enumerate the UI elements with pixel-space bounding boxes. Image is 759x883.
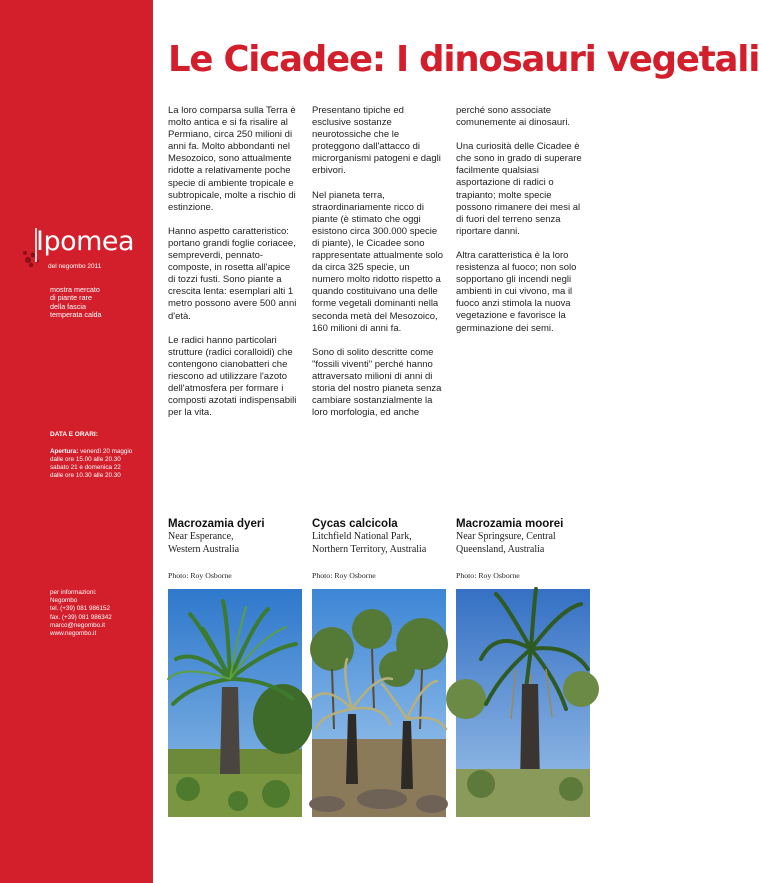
plant-name: Macrozamia moorei	[456, 518, 564, 530]
contact-email[interactable]: marco@negombo.it	[50, 621, 106, 629]
cycas-calcicola-photo	[312, 589, 446, 817]
paragraph: perché sono associate comunemente ai dinosauri.	[456, 105, 571, 129]
sidebar	[0, 0, 153, 883]
plant-name: Macrozamia dyeri	[168, 518, 265, 530]
hours-line-1: dalle ore 15.00 alle 20.30	[50, 456, 121, 463]
contact-info	[50, 589, 112, 638]
plant-location: Litchfield National Park,	[312, 531, 412, 542]
hours-line-2: sabato 21 e domenica 22	[50, 464, 121, 471]
dates-heading: DATA E ORARI:	[50, 431, 98, 438]
macrozamia-dyeri-photo	[168, 589, 302, 817]
paragraph: Sono di solito descritte come "fossili viventi" perché hanno attraversato milioni di anni di storia del nostro pianeta senza cambiare sostanzialmente la loro morfologia, ed anche	[312, 346, 442, 419]
paragraph: La loro comparsa sulla Terra è molto antica e si fa risalire al Permiano, circa 250 milioni di anni fa. Molto abbondanti nel Mesozoico, sono attualmente ridotte a relativamente poche specie di ambiente tropicale e subtropicale, molte a rischio di estinzione.	[168, 105, 296, 213]
paragraph: Hanno aspetto caratteristico: portano grandi foglie coriacee, sempreverdi, pennato-composte, in rosetta all'apice di tozzi fusti. Sono piante a crescita lenta: esemplari alti 1 metro possono avere 500 anni d'età.	[168, 225, 297, 322]
paragraph: Presentano tipiche ed esclusive sostanze neurotossiche che le proteggono dall'attacco di microrganismi patogeni e dagli erbivori.	[312, 105, 441, 177]
opening-line	[50, 448, 132, 456]
plant-caption-cycas-calcicola	[312, 517, 448, 580]
contact-fax: fax. (+39) 081 986342	[50, 613, 112, 621]
logo-wordmark: Ipomea	[36, 226, 135, 257]
paragraph: Una curiosità delle Cicadee è che sono in grado di superare facilmente qualsiasi asportazione di radici o trapianto; molte specie possono rimanere dei mesi al di fuori del terreno senza riportare danni.	[456, 141, 582, 237]
plant-location: Near Esperance,	[168, 531, 234, 542]
photo-credit: Photo: Roy Osborne	[456, 571, 520, 580]
plant-caption-macrozamia-moorei	[456, 517, 592, 580]
text-column-3	[456, 105, 588, 347]
opening-hours	[50, 448, 132, 480]
page-title: Le Cicadee: I dinosauri vegetali	[168, 39, 759, 80]
paragraph: Altra caratteristica è la loro resistenza al fuoco; non solo sopportano gli incendi negli ambienti in cui vivono, ma il fuoco anzi stimola la nuova vegetazione e favorisce la germinazione dei semi.	[456, 249, 577, 334]
photo-credit: Photo: Roy Osborne	[312, 571, 376, 580]
contact-org: Negombo	[50, 597, 78, 605]
photo-credit: Photo: Roy Osborne	[168, 571, 232, 580]
opening-date: venerdì 20 maggio	[78, 448, 133, 455]
paragraph: Nel pianeta terra, straordinariamente ricco di piante (è stimato che oggi esistono circa 300.000 specie di piante), le Cicadee sono rappresentate attualmente solo da circa 325 specie, un numero molto ridotto rispetto a quando costituivano una delle forme vegetali dominanti nella seconda metà del Mesozoico, 160 milioni di anni fa.	[312, 189, 443, 334]
plant-location: Northern Territory, Australia	[312, 543, 427, 555]
macrozamia-moorei-photo	[456, 589, 590, 817]
tagline: mostra mercato di piante rare della fascia temperata calda	[50, 285, 102, 320]
logo-subtitle: del negombo 2011	[48, 263, 102, 270]
plant-location: Near Springsure, Central	[456, 531, 556, 542]
ipomea-logo	[22, 222, 147, 292]
contact-phone: tel. (+39) 081 986152	[50, 605, 111, 613]
plant-name: Cycas calcicola	[312, 518, 398, 530]
plant-location: Queensland, Australia	[456, 543, 545, 555]
text-column-1	[168, 105, 300, 431]
opening-label: Apertura:	[50, 448, 79, 455]
contact-heading: per informazioni:	[50, 589, 97, 596]
plant-location: Western Australia	[168, 543, 240, 555]
hours-line-3: dalle ore 10.30 alle 20.30	[50, 472, 121, 479]
contact-website[interactable]: www.negombo.it	[50, 630, 97, 638]
text-column-2	[312, 105, 444, 431]
plant-caption-macrozamia-dyeri	[168, 517, 304, 580]
paragraph: Le radici hanno particolari strutture (radici coralloidi) che contengono cianobatteri che riescono ad utilizzare l'azoto dell'atmosfera per formare i composti azotati indispensabili per la vita.	[168, 334, 297, 419]
